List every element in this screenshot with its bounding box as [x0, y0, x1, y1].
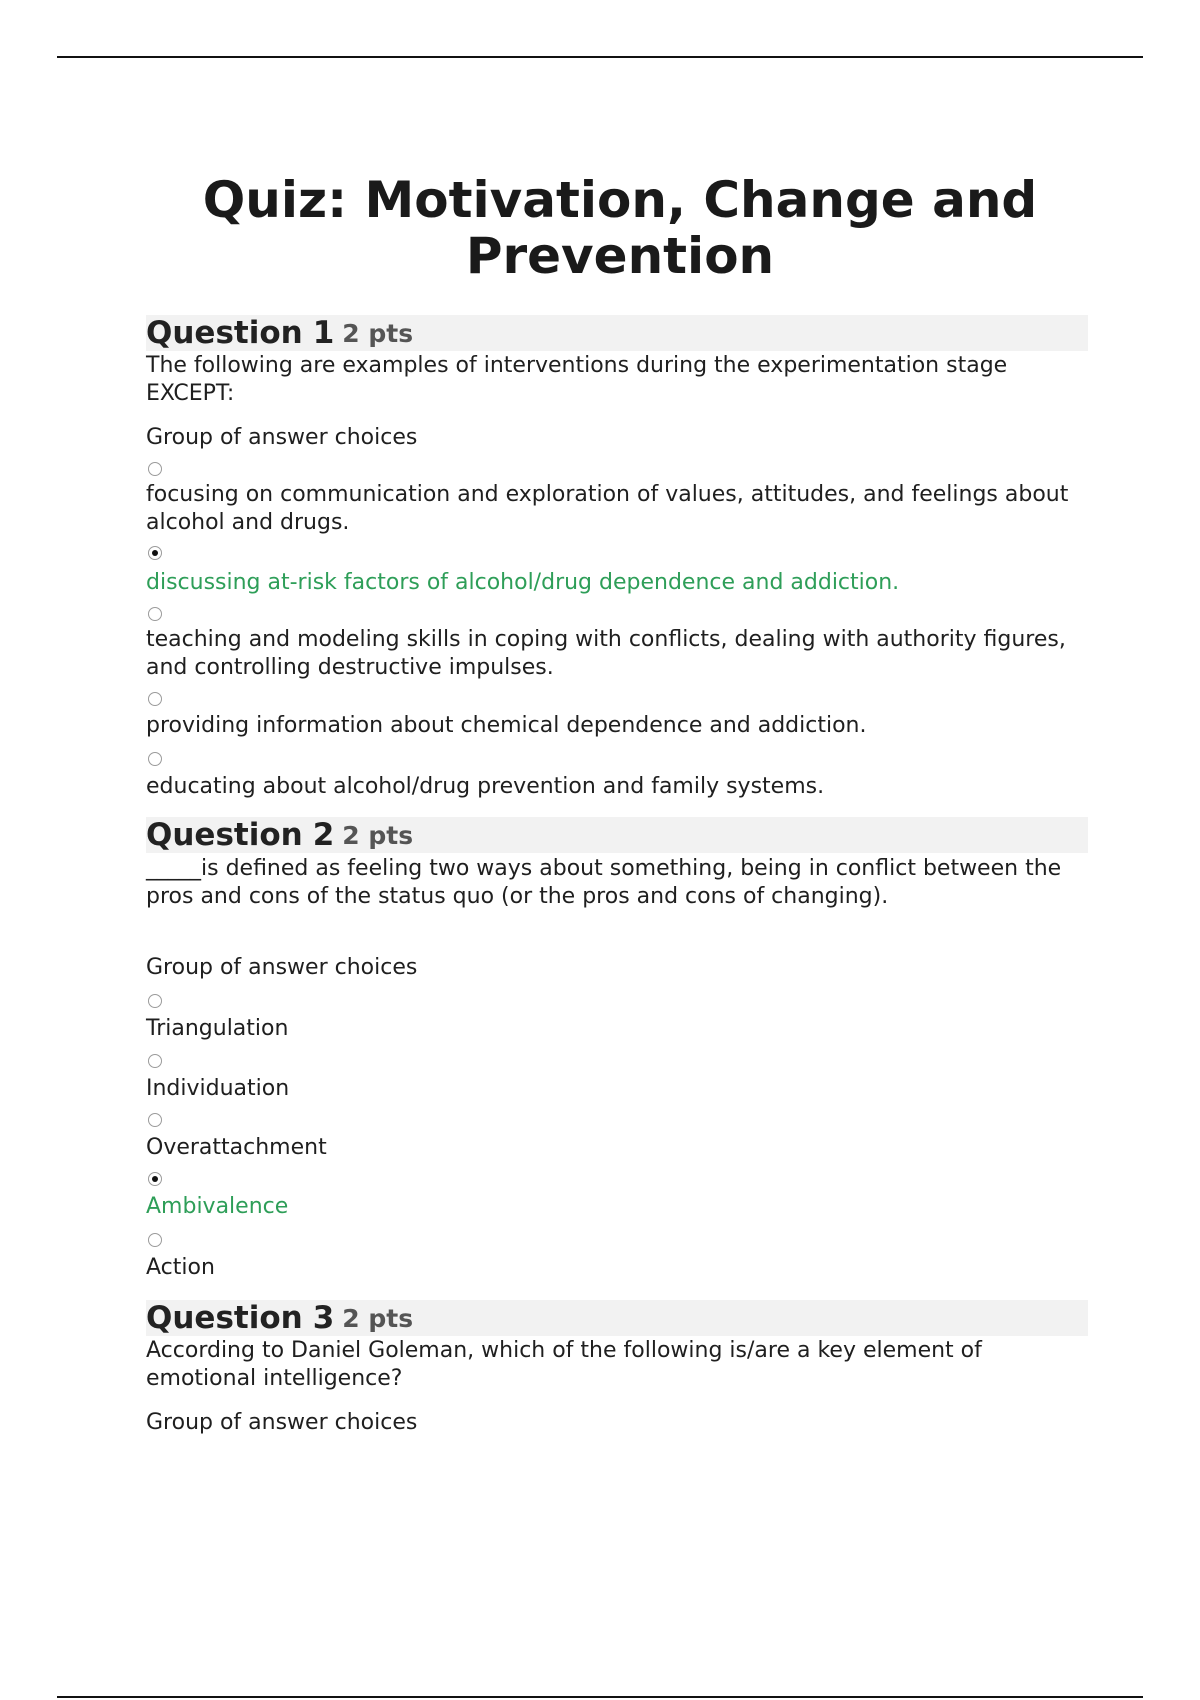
- question-2-choice-3-radio[interactable]: [148, 1113, 162, 1127]
- question-3-prompt: According to Daniel Goleman, which of the following is/are a key element of emotional intelligence?: [146, 1338, 982, 1391]
- question-1-choice-5-radio[interactable]: [148, 752, 162, 766]
- question-2-prompt: _____is defined as feeling two ways about something, being in conflict between the pros and cons of the status quo (or the pros and cons of changing).: [146, 856, 1062, 909]
- question-2-choice-5-radio[interactable]: [148, 1233, 162, 1247]
- question-1-choice-4-text: providing information about chemical dependence and addiction.: [146, 713, 867, 738]
- question-points: 2 pts: [342, 1303, 414, 1333]
- question-1-choice-4-radio[interactable]: [148, 692, 162, 706]
- question-1-group-label: Group of answer choices: [146, 425, 418, 450]
- question-2-choice-1-radio[interactable]: [148, 994, 162, 1008]
- question-2-choice-4-text: Ambivalence: [146, 1194, 289, 1219]
- question-1-choice-2-text: discussing at-risk factors of alcohol/drug dependence and addiction.: [146, 570, 900, 595]
- question-number: 2: [312, 817, 335, 853]
- question-points: 2 pts: [342, 820, 414, 850]
- question-number: 3: [312, 1300, 335, 1336]
- question-points: 2 pts: [342, 318, 414, 348]
- question-3-header: [146, 1300, 1088, 1336]
- question-2-header: [146, 817, 1088, 853]
- question-2-choice-2-text: Individuation: [146, 1076, 290, 1101]
- question-2-choice-3-text: Overattachment: [146, 1135, 327, 1160]
- question-number: 1: [312, 315, 335, 351]
- question-1-prompt: The following are examples of interventions during the experimentation stage EXCEPT:: [146, 353, 1008, 406]
- question-label: Question: [146, 1300, 303, 1336]
- question-3-group-label: Group of answer choices: [146, 1410, 418, 1435]
- question-2-choice-1-text: Triangulation: [146, 1016, 289, 1041]
- question-2-group-label: Group of answer choices: [146, 955, 418, 980]
- question-1-choice-1-radio[interactable]: [148, 462, 162, 476]
- question-label: Question: [146, 315, 303, 351]
- question-1-choice-1-text: focusing on communication and exploration of values, attitudes, and feelings about alcohol and drugs.: [146, 482, 1069, 535]
- question-1-choice-2-radio[interactable]: [148, 546, 162, 560]
- question-label: Question: [146, 817, 303, 853]
- question-2-choice-4-radio[interactable]: [148, 1172, 162, 1186]
- question-1-header: [146, 315, 1088, 351]
- question-2-choice-5-text: Action: [146, 1255, 215, 1280]
- question-1-choice-5-text: educating about alcohol/drug prevention and family systems.: [146, 774, 825, 799]
- bottom-divider: [57, 1696, 1143, 1698]
- question-1-choice-3-radio[interactable]: [148, 607, 162, 621]
- question-1-choice-3-text: teaching and modeling skills in coping with conflicts, dealing with authority figures, and controlling destructive impulses.: [146, 627, 1066, 680]
- question-2-choice-2-radio[interactable]: [148, 1054, 162, 1068]
- page-title: Quiz: Motivation, Change and Prevention: [202, 171, 1038, 285]
- top-divider: [57, 56, 1143, 58]
